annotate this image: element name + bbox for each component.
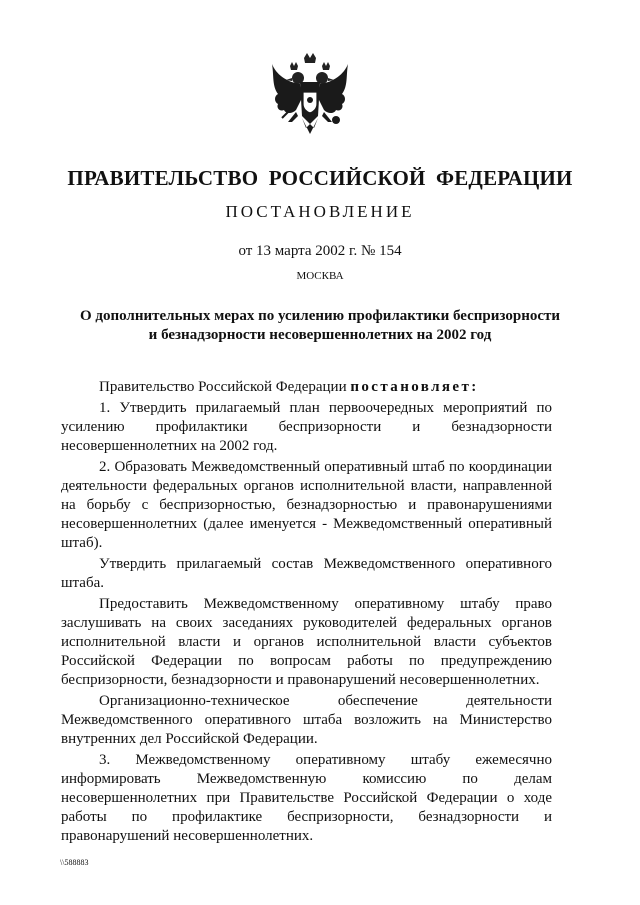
body-paragraph: Предоставить Межведомственному оперативному штабу право заслушивать на своих заседаниях руководителей федеральных органов исполнительной власти и органов исполнительной власти субъектов Российской Федерации по вопросам работы по предупреждению беспризорности, безнадзорности и правонарушений несовершеннолетних.	[61, 596, 552, 688]
body-paragraph: Организационно-техническое обеспечение деятельности Межведомственного оперативного штаба возложить на Министерство внутренних дел Российской Федерации.	[61, 693, 552, 747]
government-title: ПРАВИТЕЛЬСТВО РОССИЙСКОЙ ФЕДЕРАЦИИ	[67, 166, 573, 190]
coat-of-arms-emblem	[266, 52, 354, 144]
subject-line: и безнадзорности несовершеннолетних на 2002 год	[148, 327, 492, 343]
document-body	[61, 378, 552, 848]
intro-prefix: Правительство Российской Федерации	[99, 379, 347, 395]
body-paragraph: 1. Утвердить прилагаемый план первоочередных мероприятий по усилению профилактики беспризорности и безнадзорности несовершеннолетних на 2002 год.	[61, 400, 552, 454]
document-type: ПОСТАНОВЛЕНИЕ	[225, 202, 415, 221]
subject-line: О дополнительных мерах по усилению профилактики беспризорности	[79, 308, 561, 324]
document-subject	[60, 307, 580, 345]
body-paragraph: 3. Межведомственному оперативному штабу ежемесячно информировать Межведомственную комиссию по делам несовершеннолетних при Правительстве Российской Федерации о ходе работы по профилактике беспризорности, безнадзорности и правонарушений несовершеннолетних.	[61, 752, 552, 844]
intro-verb: постановляет:	[350, 379, 479, 395]
body-paragraph: Утвердить прилагаемый состав Межведомственного оперативного штаба.	[61, 556, 552, 591]
document-date-number: от 13 марта 2002 г. № 154	[238, 243, 402, 259]
footer-document-code: \\588883	[60, 858, 89, 867]
body-paragraph: 2. Образовать Межведомственный оперативный штаб по координации деятельности федеральных органов исполнительной власти, направленной на борьбу с беспризорностью, безнадзорностью и правонарушениями несовершеннолетних (далее именуется - Межведомственный оперативный штаб).	[61, 459, 552, 551]
document-city: МОСКВА	[296, 270, 344, 282]
russian-coat-of-arms-icon	[266, 52, 354, 144]
intro-paragraph	[61, 378, 552, 397]
